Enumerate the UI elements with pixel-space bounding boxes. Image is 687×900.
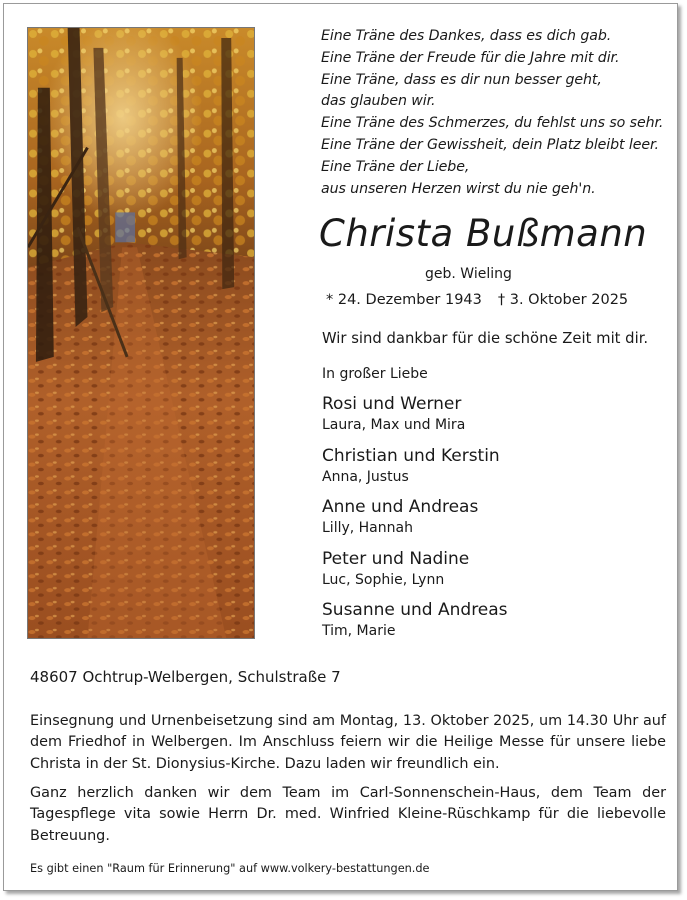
deceased-name: Christa Bußmann xyxy=(319,212,648,255)
family-entry xyxy=(322,393,508,445)
family-children: Laura, Max und Mira xyxy=(322,417,466,433)
memorial-website-note: Es gibt einen "Raum für Erinnerung" auf www.volkery-bestattungen.de xyxy=(30,862,430,875)
autumn-forest-path-image xyxy=(28,28,254,638)
poem-line: aus unseren Herzen wirst du nie geh'n. xyxy=(321,180,596,197)
family-couple: Rosi und Werner xyxy=(322,394,462,414)
family-children: Anna, Justus xyxy=(322,468,409,485)
love-line: In großer Liebe xyxy=(322,366,428,382)
poem-line: Eine Träne, dass es dir nun besser geht, xyxy=(321,71,602,88)
family-children: Luc, Sophie, Lynn xyxy=(322,571,445,588)
poem-line: Eine Träne der Gewissheit, dein Platz bleibt leer. xyxy=(321,136,659,153)
family-couple: Christian und Kerstin xyxy=(322,445,500,466)
thanks-line: Wir sind dankbar für die schöne Zeit mit dir. xyxy=(322,330,649,347)
birth-name: geb. Wieling xyxy=(425,266,512,282)
poem-line: das glauben wir. xyxy=(321,93,436,110)
family-entry xyxy=(322,496,508,548)
autumn-forest-path-photo xyxy=(27,27,255,639)
family-entry xyxy=(322,445,508,497)
birth-date: * 24. Dezember 1943 xyxy=(326,292,482,308)
poem-line: Eine Träne des Dankes, dass es dich gab. xyxy=(321,28,612,44)
funeral-info-paragraph: Einsegnung und Urnenbeisetzung sind am Montag, 13. Oktober 2025, um 14.30 Uhr auf dem Friedhof in Welbergen. Im Anschluss feiern wir die Heilige Messe für unsere liebe Christa in der St. Dionysius-Kirche. Dazu laden wir freundlich ein. xyxy=(30,713,666,772)
life-dates xyxy=(326,292,628,308)
family-children: Tim, Marie xyxy=(322,623,396,639)
family-entry xyxy=(322,599,508,651)
poem-line: Eine Träne der Freude für die Jahre mit dir. xyxy=(321,49,620,66)
poem-line: Eine Träne der Liebe, xyxy=(321,158,470,175)
family-children: Lilly, Hannah xyxy=(322,520,413,536)
family-entry xyxy=(322,548,508,600)
poem-line: Eine Träne des Schmerzes, du fehlst uns so sehr. xyxy=(321,115,664,132)
family-couple: Anne und Andreas xyxy=(322,497,479,517)
family-couple: Peter und Nadine xyxy=(322,548,470,569)
memorial-poem xyxy=(321,26,671,200)
family-address: 48607 Ochtrup-Welbergen, Schulstraße 7 xyxy=(30,668,341,686)
death-date: † 3. Oktober 2025 xyxy=(497,292,629,308)
acknowledgement-paragraph: Ganz herzlich danken wir dem Team im Carl-Sonnenschein-Haus, dem Team der Tagespflege vita sowie Herrn Dr. med. Winfried Kleine-Rüschkamp für die liebevolle Betreuung. xyxy=(30,785,666,844)
family-couple: Susanne und Andreas xyxy=(322,600,508,620)
family-list xyxy=(322,393,508,651)
obituary-page xyxy=(3,3,678,891)
